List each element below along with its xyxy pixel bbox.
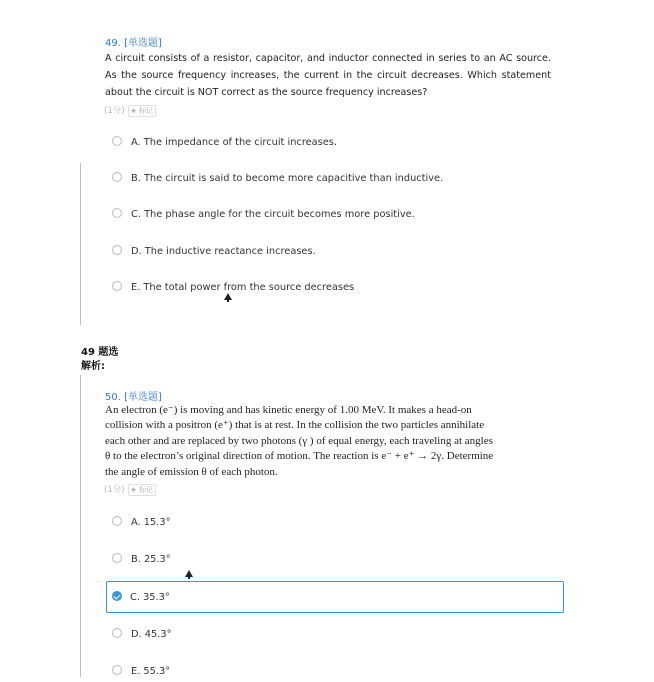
q50-option-e[interactable] bbox=[112, 665, 170, 677]
radio-icon[interactable] bbox=[112, 245, 122, 255]
q50-stem-line: An electron (e⁻) is moving and has kinetic energy of 1.00 MeV. It makes a head-on bbox=[105, 404, 472, 416]
q50-score bbox=[104, 483, 156, 496]
mouse-cursor-icon bbox=[224, 293, 232, 300]
q50-option-c[interactable] bbox=[112, 591, 170, 603]
q49-stem: A circuit consists of a resistor, capacitor, and inductor connected in series to an AC source. As the source frequency increases, the current in the circuit decreases. Which statement about the circuit is NOT correct as the source frequency increases? bbox=[105, 53, 551, 98]
option-label: B. 25.3° bbox=[131, 554, 171, 565]
option-label: A. The impedance of the circuit increases. bbox=[131, 137, 338, 148]
option-label: A. 15.3° bbox=[131, 517, 171, 528]
q50-stem-line: collision with a positron (e⁺) that is at rest. In the collision the two particles annihilate bbox=[105, 419, 485, 432]
q50-option-a[interactable] bbox=[112, 516, 170, 528]
q50-stem bbox=[105, 403, 551, 480]
q49-header: 49. [单选题] bbox=[105, 38, 162, 49]
q49-option-a[interactable] bbox=[112, 136, 337, 148]
left-margin-bar bbox=[80, 375, 81, 677]
q49-option-d[interactable] bbox=[112, 245, 316, 257]
annotation-line-2: 解析: bbox=[81, 361, 105, 372]
q49-score-text: (1分) bbox=[104, 106, 125, 116]
radio-icon[interactable] bbox=[112, 516, 122, 526]
radio-icon[interactable] bbox=[112, 553, 122, 563]
q50-option-b[interactable] bbox=[112, 553, 171, 565]
option-label: E. 55.3° bbox=[131, 666, 171, 677]
option-label: C. The phase angle for the circuit becomes more positive. bbox=[131, 209, 415, 220]
q50-option-d[interactable] bbox=[112, 628, 171, 640]
radio-icon[interactable] bbox=[112, 208, 122, 218]
q49-score bbox=[104, 104, 156, 117]
q50-mark-button[interactable]: ★ 标记 bbox=[128, 484, 157, 496]
option-label: D. The inductive reactance increases. bbox=[131, 246, 316, 257]
annotation-line-1: 49 题选 bbox=[81, 347, 119, 358]
radio-icon[interactable] bbox=[112, 281, 122, 291]
q49-option-c[interactable] bbox=[112, 208, 415, 220]
option-label: E. The total power from the source decreases bbox=[131, 282, 355, 293]
radio-icon[interactable] bbox=[112, 628, 122, 638]
option-label: C. 35.3° bbox=[130, 592, 170, 603]
radio-icon[interactable] bbox=[112, 665, 122, 675]
option-label: D. 45.3° bbox=[131, 629, 172, 640]
radio-icon[interactable] bbox=[112, 136, 122, 146]
q49-option-b[interactable] bbox=[112, 172, 443, 184]
q50-stem-line: the angle of emission θ of each photon. bbox=[105, 465, 278, 478]
q50-score-text: (1分) bbox=[104, 485, 125, 495]
q50-stem-line: each other and are replaced by two photons (γ ) of equal energy, each traveling at angles bbox=[105, 434, 493, 447]
q50-option-c-selected-box[interactable] bbox=[106, 581, 564, 613]
radio-icon[interactable] bbox=[112, 172, 122, 182]
mouse-cursor-icon bbox=[185, 570, 193, 577]
option-label: B. The circuit is said to become more capacitive than inductive. bbox=[131, 173, 444, 184]
radio-checked-icon[interactable] bbox=[112, 591, 122, 601]
q50-header: 50. [单选题] bbox=[105, 392, 162, 403]
q49-option-e[interactable] bbox=[112, 281, 354, 293]
q49-mark-button[interactable]: ★ 标记 bbox=[128, 105, 157, 117]
q50-stem-line: θ to the electron’s original direction of motion. The reaction is e⁻ + e⁺ → 2γ. Determine bbox=[105, 450, 494, 463]
left-margin-bar bbox=[80, 163, 81, 325]
